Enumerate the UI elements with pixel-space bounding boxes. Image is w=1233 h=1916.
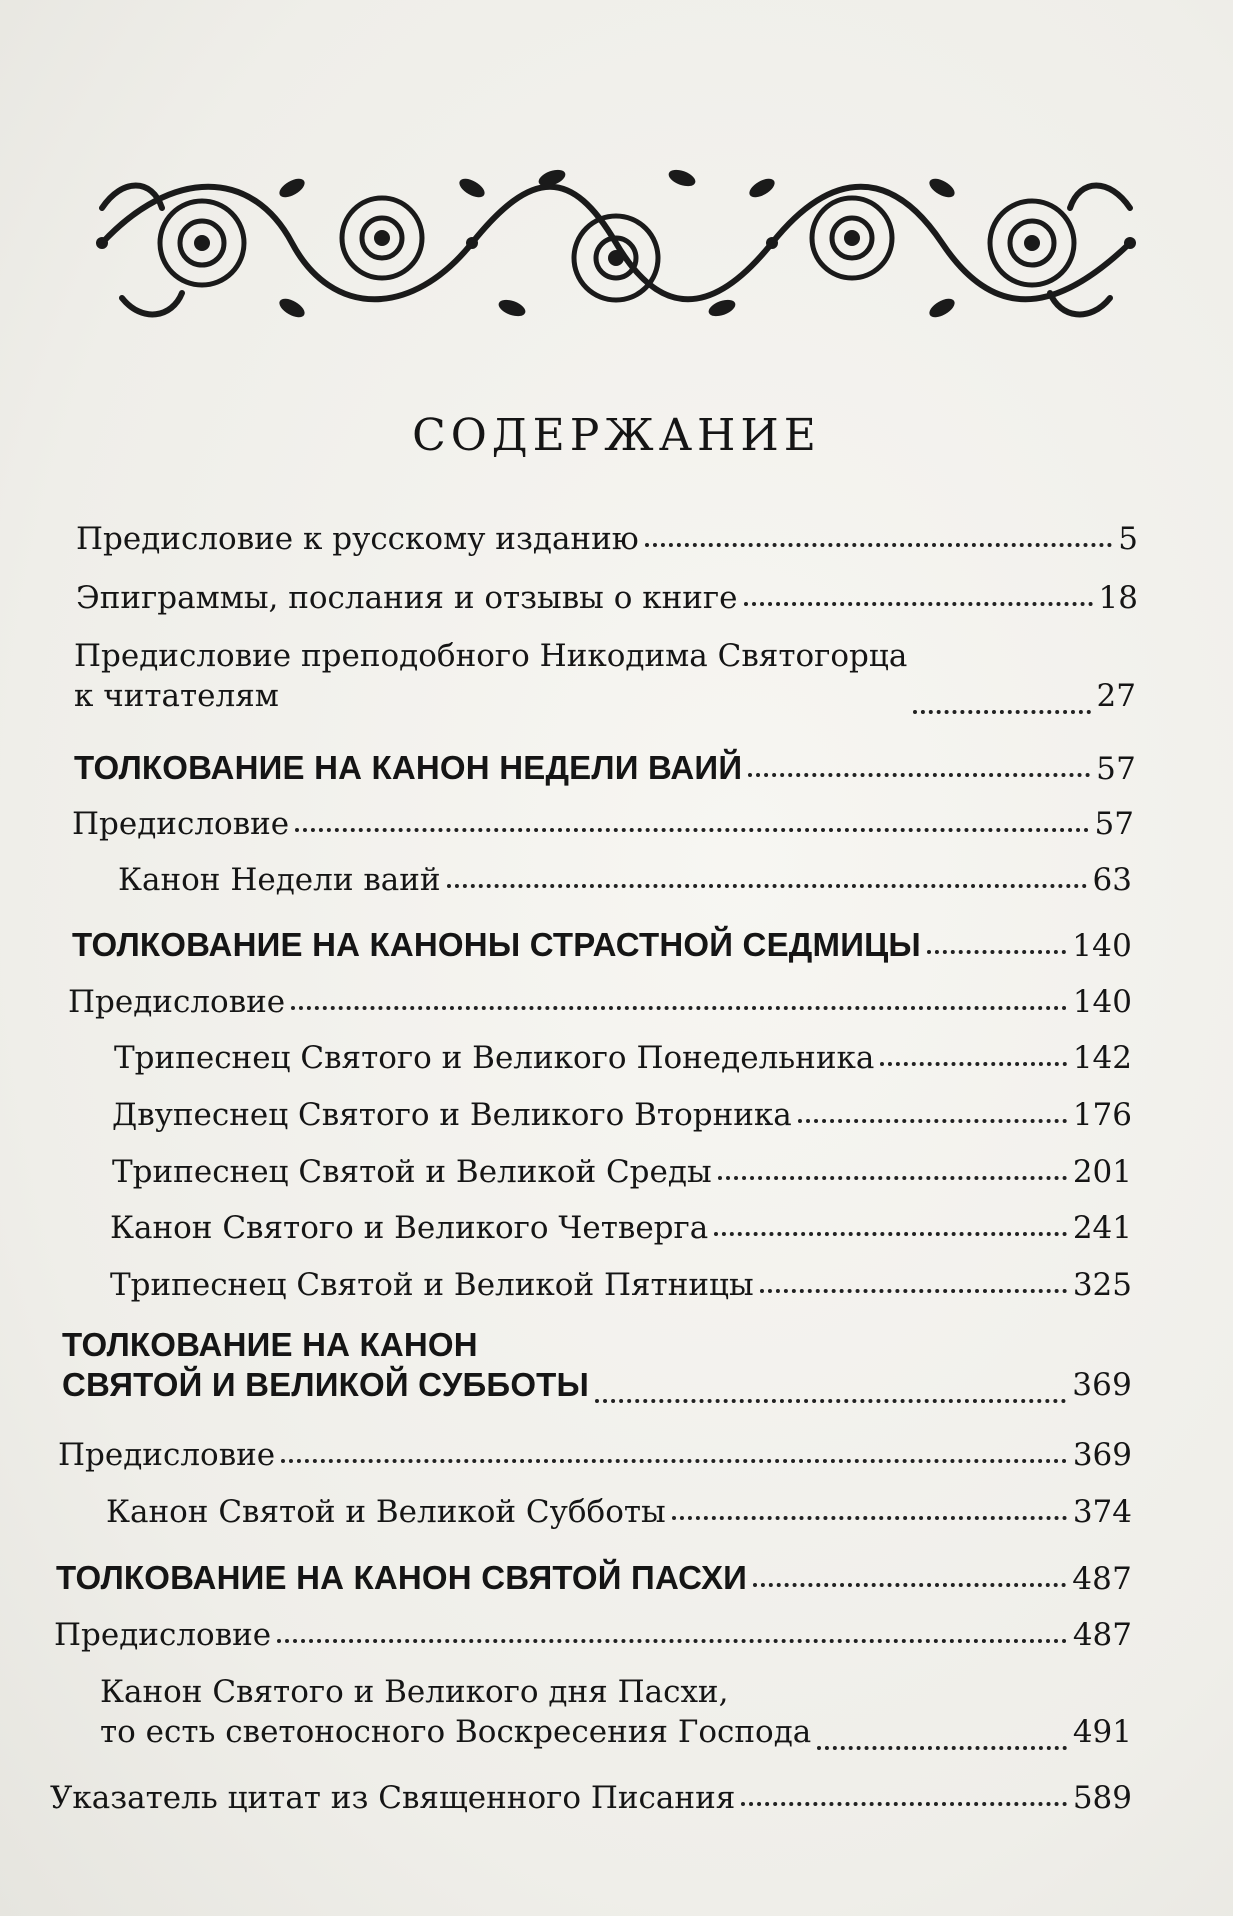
toc-page-number: 140 [1072,984,1132,1020]
toc-page-number: 176 [1072,1097,1132,1133]
toc-entry-label: Эпиграммы, послания и отзывы о книге [76,580,738,616]
toc-entry-label [100,1672,811,1752]
toc-entry-label: Двупеснец Святого и Великого Вторника [112,1097,792,1133]
toc-entry[interactable] [58,1435,1132,1475]
toc-page-number: 491 [1072,1714,1132,1750]
toc-page-number: 241 [1072,1210,1132,1246]
leader-dots [645,543,1113,547]
toc-entry-label: Предисловие к русскому изданию [76,521,639,557]
toc-entry-label: ТОЛКОВАНИЕ НА КАНОНЫ СТРАСТНОЙ СЕДМИЦЫ [72,926,921,963]
toc-entry[interactable] [112,1095,1132,1135]
leader-dots [927,950,1066,954]
toc-entry-line1: ТОЛКОВАНИЕ НА КАНОН [62,1326,478,1363]
toc-entry-line2: СВЯТОЙ И ВЕЛИКОЙ СУББОТЫ [62,1366,590,1403]
toc-entry[interactable] [72,804,1134,844]
toc-entry[interactable] [54,1615,1132,1655]
leader-dots [760,1289,1067,1293]
leader-dots [718,1176,1067,1180]
leader-dots [798,1119,1067,1123]
leader-dots [913,710,1090,714]
toc-entry[interactable] [68,982,1132,1022]
toc-entry-label: Предисловие [72,806,290,842]
toc-entry-label: Трипеснец Святой и Великой Среды [112,1154,712,1190]
toc-page-number: 57 [1094,806,1134,842]
toc-entry[interactable] [100,1672,1132,1752]
toc-entry[interactable] [110,1265,1132,1305]
toc-page-number: 201 [1072,1154,1132,1190]
toc-page-number: 589 [1072,1780,1132,1816]
toc-entry-label: Канон Святой и Великой Субботы [106,1494,666,1530]
leader-dots [817,1746,1067,1750]
toc-entry-line2: к читателям [74,678,279,714]
toc-page-number: 487 [1072,1561,1132,1597]
toc-entry[interactable] [110,1208,1132,1248]
toc-section-heading[interactable] [62,1325,1132,1405]
toc-page-number: 487 [1072,1617,1132,1653]
toc-page-number: 5 [1118,521,1138,557]
toc-entry-line2: то есть светоносного Воскресения Господа [100,1714,812,1750]
toc-entry[interactable] [118,860,1132,900]
leader-dots [744,602,1093,606]
toc-page-number: 18 [1098,580,1138,616]
toc-page-number: 369 [1072,1437,1132,1473]
toc-section-heading[interactable] [56,1558,1132,1599]
leader-dots [748,773,1090,777]
toc-entry-label [74,636,907,716]
toc-entry-label: ТОЛКОВАНИЕ НА КАНОН НЕДЕЛИ ВАИЙ [74,749,743,786]
toc-entry-label: Предисловие [68,984,286,1020]
toc-entry-line1: Канон Святого и Великого дня Пасхи, [100,1674,729,1710]
toc-page-number: 140 [1072,928,1132,964]
leader-dots [281,1459,1067,1463]
page-title: СОДЕРЖАНИЕ [412,410,821,461]
toc-entry[interactable] [74,636,1136,716]
toc-entry[interactable] [76,578,1138,618]
leader-dots [447,884,1087,888]
toc-entry-label [62,1325,589,1405]
leader-dots [672,1516,1067,1520]
toc-entry[interactable] [112,1152,1132,1192]
toc-entry-label: ТОЛКОВАНИЕ НА КАНОН СВЯТОЙ ПАСХИ [56,1559,748,1596]
toc-page-number: 63 [1092,862,1132,898]
leader-dots [291,1006,1067,1010]
toc-entry[interactable] [106,1492,1132,1532]
toc-entry-label: Трипеснец Святого и Великого Понедельника [114,1040,875,1076]
leader-dots [277,1639,1067,1643]
toc-page-number: 325 [1072,1267,1132,1303]
toc-entry[interactable] [50,1778,1132,1818]
leader-dots [295,828,1088,832]
toc-entry[interactable] [114,1038,1132,1078]
toc-page-number: 369 [1072,1367,1132,1403]
toc-entry-line1: Предисловие преподобного Никодима Святогорца [74,638,908,674]
toc-page-number: 142 [1072,1040,1132,1076]
toc-entry-label: Указатель цитат из Священного Писания [50,1780,736,1816]
toc-entry-label: Трипеснец Святой и Великой Пятницы [110,1267,754,1303]
toc-entry-label: Канон Святого и Великого Четверга [110,1210,709,1246]
toc-section-heading[interactable] [72,925,1132,966]
toc-entry-label: Предисловие [58,1437,276,1473]
toc-page-number: 374 [1072,1494,1132,1530]
toc-page-number: 27 [1096,678,1136,714]
leader-dots [741,1802,1067,1806]
leader-dots [714,1232,1067,1236]
toc-page-number: 57 [1096,751,1136,787]
leader-dots [753,1583,1066,1587]
toc-entry-label: Канон Недели ваий [118,862,441,898]
toc-entry-label: Предисловие [54,1617,272,1653]
toc-section-heading[interactable] [74,748,1136,789]
toc-entry[interactable] [76,519,1138,559]
leader-dots [880,1062,1066,1066]
leader-dots [595,1399,1066,1403]
